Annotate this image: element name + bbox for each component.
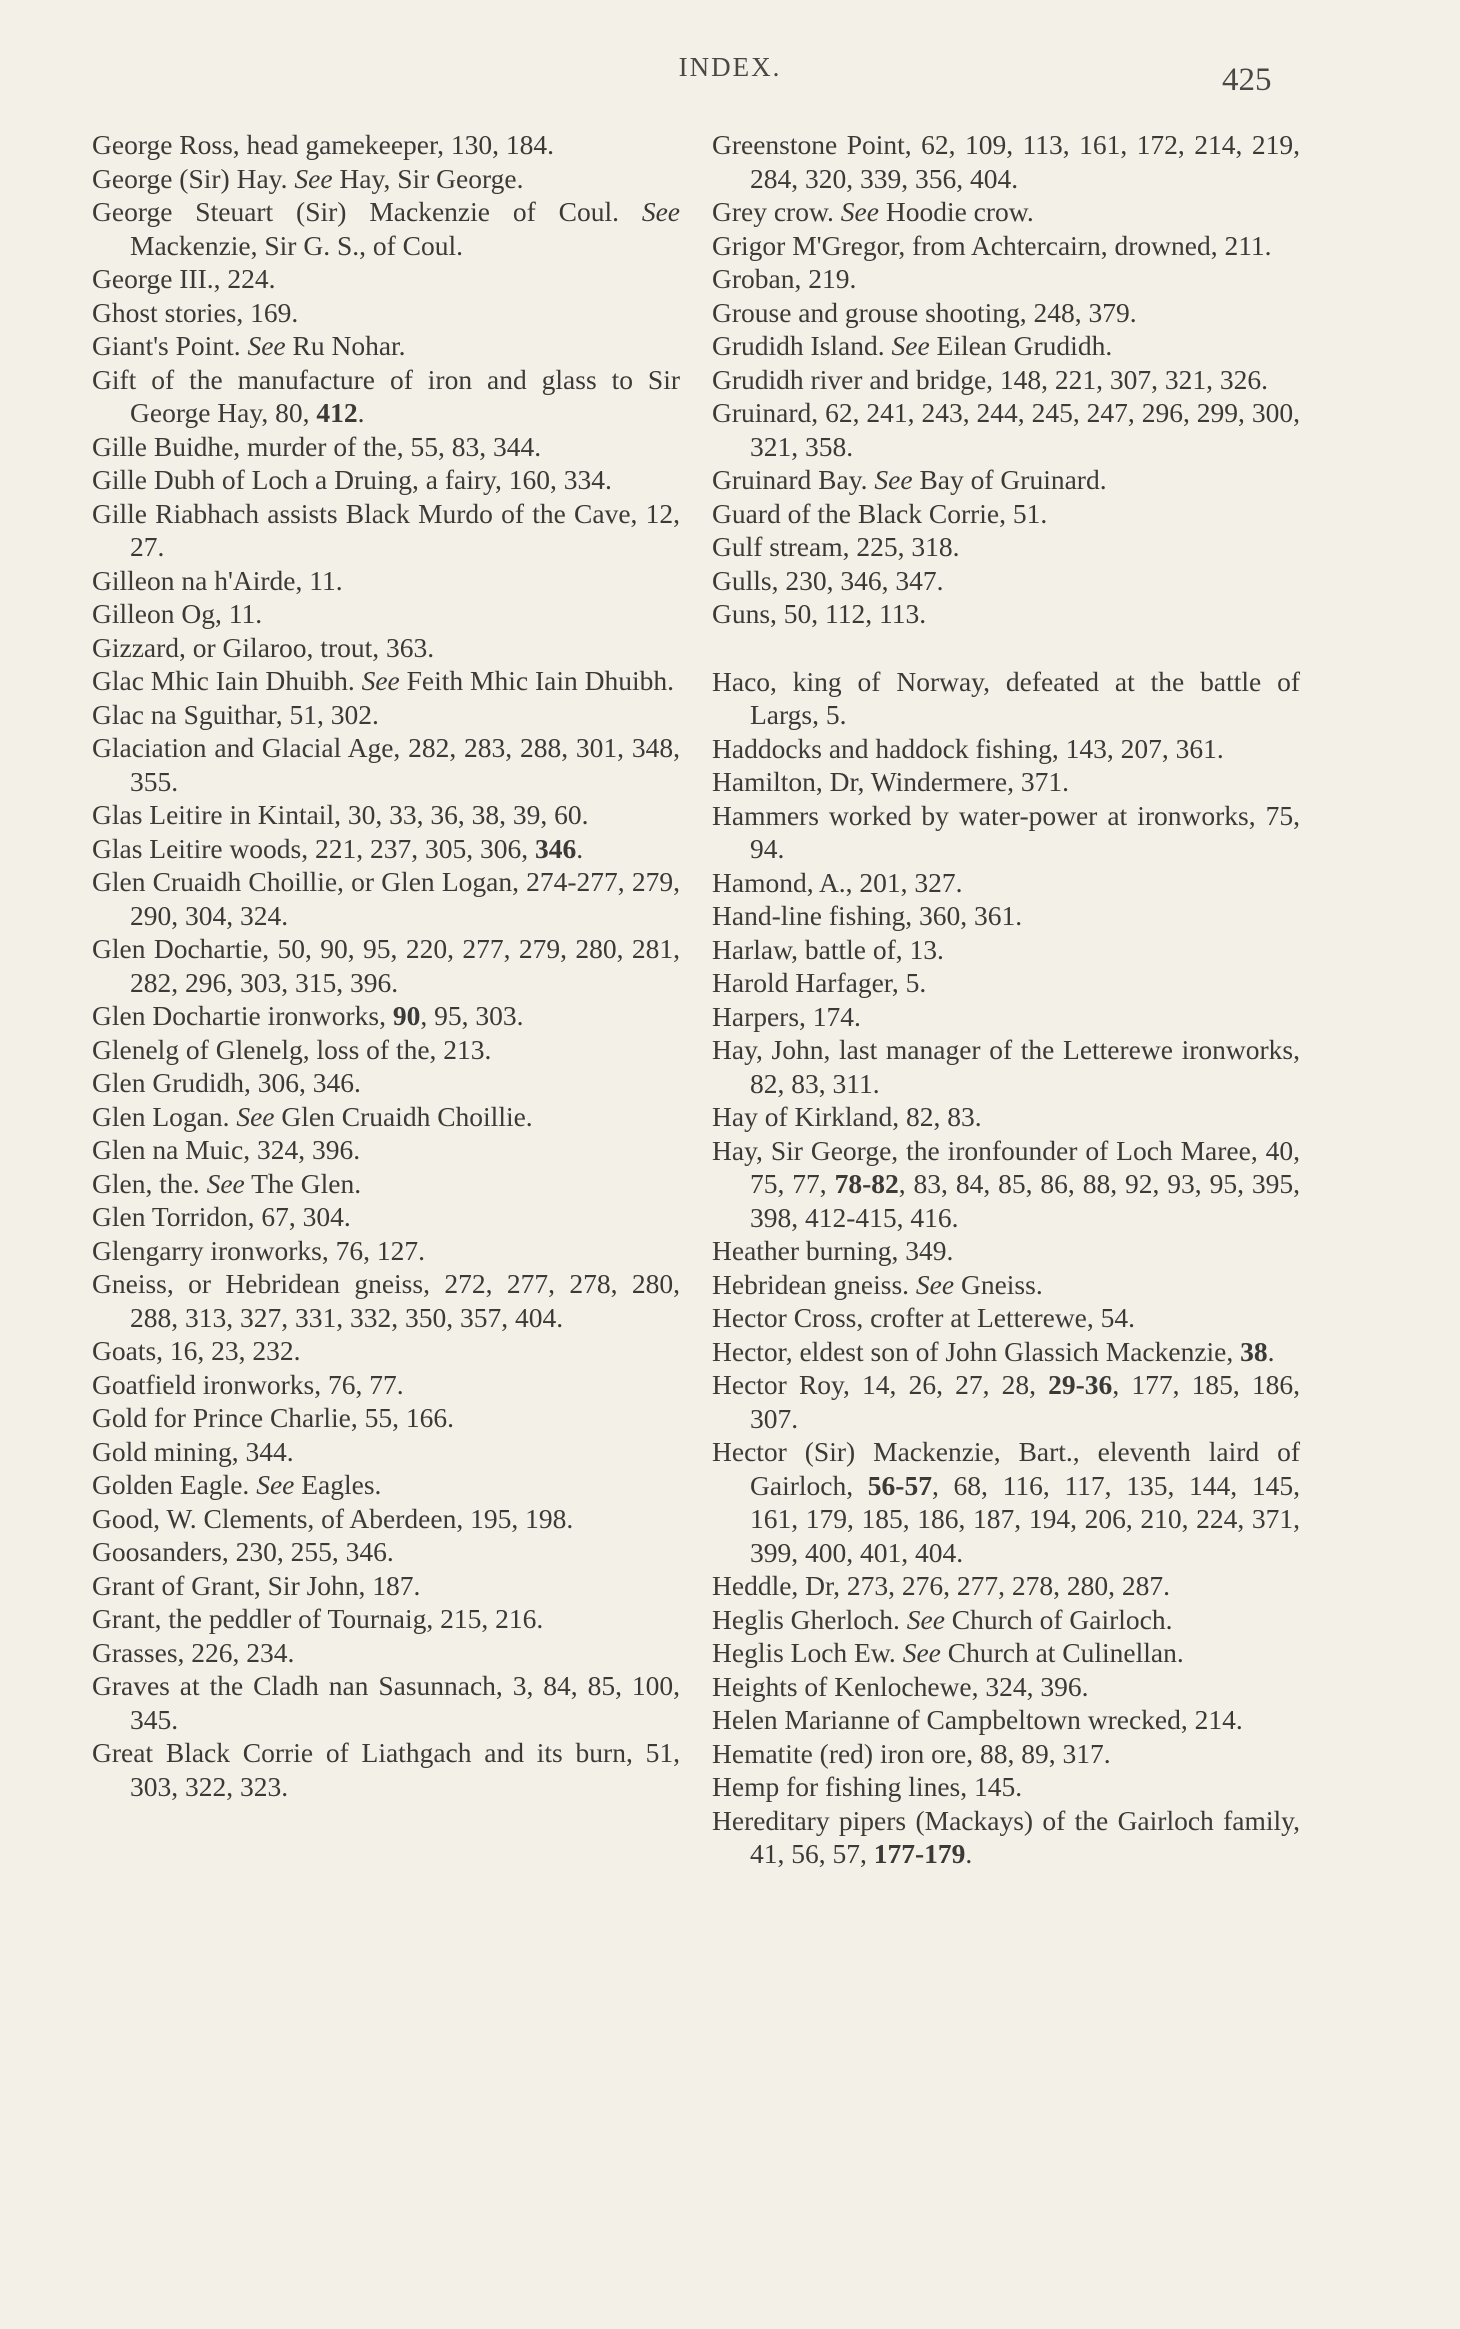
cross-reference-marker: See: [236, 1100, 275, 1132]
entry-text: Giant's Point.: [92, 330, 248, 361]
entry-text: Gilleon na h'Airde, 11.: [92, 564, 343, 596]
entry-text: Gille Dubh of Loch a Druing, a fairy, 160, 334.: [92, 464, 612, 495]
entry-text: Hector Cross, crofter at Letterewe, 54.: [712, 1302, 1136, 1333]
index-entry: [92, 1435, 680, 1469]
entry-text: Gille Buidhe, murder of the, 55, 83, 344.: [92, 430, 542, 462]
index-entry: [712, 597, 1300, 631]
entry-text: , 68, 116, 117, 135, 144, 145, 161, 179, 185, 186, 187, 194, 206, 210, 224, 371, 399, 400, 401, 404.: [750, 1469, 1300, 1568]
entry-text: Guard of the Black Corrie, 51.: [712, 497, 1048, 529]
entry-text: Gold for Prince Charlie, 55, 166.: [92, 1402, 455, 1433]
index-entry: [92, 1100, 680, 1134]
bold-page-ref: 78-82: [834, 1168, 899, 1199]
entry-text: Gruinard Bay.: [712, 464, 875, 495]
entry-text: Glas Leitire woods, 221, 237, 305, 306,: [92, 832, 536, 864]
index-entry: [712, 128, 1300, 195]
entry-text: Hay, Sir George, the ironfounder of Loch Maree, 40, 75, 77,: [712, 1134, 1300, 1199]
entry-text: Gilleon Og, 11.: [92, 598, 263, 629]
index-entry: [712, 732, 1300, 766]
entry-text: Goats, 16, 23, 232.: [92, 1335, 301, 1366]
entry-text: The Glen.: [244, 1167, 362, 1199]
entry-text: Glen Dochartie ironworks,: [92, 1000, 393, 1031]
entry-text: Glas Leitire in Kintail, 30, 33, 36, 38, 39, 60.: [92, 799, 589, 830]
bold-page-ref: 56-57: [867, 1469, 932, 1501]
entry-text: Hand-line fishing, 360, 361.: [712, 900, 1023, 931]
index-entry: [92, 832, 680, 866]
index-column-left: [92, 128, 680, 1803]
index-entry: [92, 731, 680, 798]
index-entry: [712, 1335, 1300, 1369]
bold-page-ref: 90: [392, 1000, 421, 1031]
index-entry: [712, 1000, 1300, 1034]
entry-text: George III., 224.: [92, 263, 276, 294]
entry-text: Gulls, 230, 346, 347.: [712, 564, 944, 596]
index-entry: [712, 1301, 1300, 1335]
entry-text: Ru Nohar.: [285, 330, 406, 361]
page-number: 425: [1222, 62, 1272, 98]
entry-text: Hematite (red) iron ore, 88, 89, 317.: [712, 1737, 1111, 1769]
entry-text: Hammers worked by water-power at ironworks, 75, 94.: [712, 799, 1300, 864]
entry-text: Bay of Gruinard.: [912, 464, 1107, 495]
index-entry: [92, 798, 680, 832]
index-entry: [92, 463, 680, 497]
index-entry: [92, 497, 680, 564]
bold-page-ref: 38: [1240, 1335, 1268, 1367]
entry-text: Grudidh river and bridge, 148, 221, 307, 321, 326.: [712, 363, 1269, 395]
cross-reference-marker: See: [902, 1637, 941, 1668]
entry-text: George (Sir) Hay.: [92, 162, 295, 194]
entry-text: Hamilton, Dr, Windermere, 371.: [712, 766, 1069, 797]
index-entry: [92, 195, 680, 262]
cross-reference-marker: See: [891, 330, 930, 361]
index-entry: [92, 329, 680, 363]
cross-reference-marker: See: [915, 1268, 955, 1300]
index-entry: [92, 1669, 680, 1736]
entry-text: Gille Riabhach assists Black Murdo of the Cave, 12, 27.: [92, 497, 680, 562]
entry-text: Heights of Kenlochewe, 324, 396.: [712, 1670, 1089, 1702]
entry-text: , 83, 84, 85, 86, 88, 92, 93, 95, 395, 398, 412-415, 416.: [750, 1168, 1301, 1233]
index-entry: [712, 497, 1300, 531]
index-entry: [712, 262, 1300, 296]
index-entry: [92, 1368, 680, 1402]
index-entry: [712, 564, 1300, 598]
index-entry: [712, 1737, 1300, 1771]
index-entry: [712, 1268, 1300, 1302]
cross-reference-marker: See: [256, 1469, 295, 1500]
entry-text: .: [1267, 1335, 1275, 1367]
cross-reference-marker: See: [361, 665, 400, 696]
index-entry: [92, 1569, 680, 1603]
entry-text: Glen, the.: [92, 1167, 207, 1199]
index-entry: [92, 1066, 680, 1100]
bold-page-ref: 29-36: [1048, 1369, 1113, 1400]
entry-text: Grey crow.: [712, 196, 841, 227]
index-entry: [92, 1401, 680, 1435]
index-entry: [92, 564, 680, 598]
entry-text: Glen Grudidh, 306, 346.: [92, 1067, 361, 1098]
index-entry: [92, 1133, 680, 1167]
entry-text: Glen Cruaidh Choillie.: [274, 1100, 533, 1132]
index-entry: [712, 296, 1300, 330]
entry-text: Haddocks and haddock fishing, 143, 207, 361.: [712, 732, 1224, 764]
entry-text: Glen Dochartie, 50, 90, 95, 220, 277, 279, 280, 281, 282, 296, 303, 315, 396.: [92, 933, 680, 998]
entry-text: Glen Logan.: [92, 1100, 237, 1132]
entry-text: Glen Cruaidh Choillie, or Glen Logan, 274-277, 279, 290, 304, 324.: [92, 866, 680, 931]
entry-text: Hemp for fishing lines, 145.: [712, 1771, 1023, 1802]
index-entry: [712, 1569, 1300, 1603]
entry-text: Glac Mhic Iain Dhuibh.: [92, 665, 362, 696]
index-entry: [712, 1670, 1300, 1704]
entry-text: Good, W. Clements, of Aberdeen, 195, 198.: [92, 1502, 574, 1534]
entry-text: Hay of Kirkland, 82, 83.: [712, 1101, 982, 1132]
index-entry: [712, 765, 1300, 799]
index-entry: [712, 463, 1300, 497]
index-entry: [712, 1636, 1300, 1670]
entry-text: Glenelg of Glenelg, loss of the, 213.: [92, 1033, 492, 1065]
entry-text: Grant, the peddler of Tournaig, 215, 216.: [92, 1603, 544, 1634]
entry-text: Grasses, 226, 234.: [92, 1636, 295, 1668]
index-entry: [92, 430, 680, 464]
index-entry: [712, 396, 1300, 463]
entry-text: .: [965, 1838, 973, 1869]
index-entry: [92, 1167, 680, 1201]
index-entry: [92, 1736, 680, 1803]
index-entry: [92, 999, 680, 1033]
entry-text: Hoodie crow.: [878, 196, 1034, 227]
index-entry: [92, 1535, 680, 1569]
index-entry: [712, 363, 1300, 397]
index-entry: [712, 1703, 1300, 1737]
index-entry: [92, 1200, 680, 1234]
entry-text: Golden Eagle.: [92, 1469, 257, 1500]
entry-text: Eagles.: [294, 1469, 382, 1500]
entry-text: Hebridean gneiss.: [712, 1268, 916, 1300]
entry-text: Hector, eldest son of John Glassich Mackenzie,: [712, 1335, 1241, 1367]
entry-text: Glen Torridon, 67, 304.: [92, 1201, 351, 1232]
entry-text: Harlaw, battle of, 13.: [712, 933, 944, 965]
index-entry: [712, 899, 1300, 933]
entry-text: Glac na Sguithar, 51, 302.: [92, 698, 379, 730]
cross-reference-marker: See: [641, 196, 680, 227]
index-entry: [712, 530, 1300, 564]
index-entry: [712, 665, 1300, 732]
entry-text: Gulf stream, 225, 318.: [712, 531, 960, 562]
bold-page-ref: 346: [535, 832, 577, 864]
index-entry: [92, 1602, 680, 1636]
index-entry: [712, 799, 1300, 866]
cross-reference-marker: See: [840, 196, 879, 227]
entry-text: Goosanders, 230, 255, 346.: [92, 1536, 394, 1567]
index-entry: [92, 296, 680, 330]
index-entry: [92, 1502, 680, 1536]
entry-text: .: [357, 397, 365, 428]
index-entry: [92, 631, 680, 665]
bold-page-ref: 177-179: [873, 1838, 966, 1869]
index-entry: [712, 1603, 1300, 1637]
index-entry: [92, 698, 680, 732]
index-entry: [92, 1636, 680, 1670]
entry-text: Hereditary pipers (Mackays) of the Gairloch family, 41, 56, 57,: [712, 1804, 1300, 1869]
cross-reference-marker: See: [906, 1603, 945, 1635]
entry-text: Helen Marianne of Campbeltown wrecked, 214.: [712, 1704, 1243, 1735]
index-entry: [92, 363, 680, 430]
entry-text: Heglis Loch Ew.: [712, 1637, 903, 1668]
index-entry: [92, 1468, 680, 1502]
index-entry: [712, 933, 1300, 967]
entry-text: Heglis Gherloch.: [712, 1603, 907, 1635]
index-entry: [92, 1234, 680, 1268]
entry-text: Church of Gairloch.: [944, 1603, 1173, 1635]
entry-text: Haco, king of Norway, defeated at the battle of Largs, 5.: [712, 665, 1300, 730]
entry-text: Goatfield ironworks, 76, 77.: [92, 1368, 404, 1400]
entry-text: Gizzard, or Gilaroo, trout, 363.: [92, 631, 435, 663]
cross-reference-marker: See: [874, 464, 913, 495]
entry-text: Glaciation and Glacial Age, 282, 283, 288, 301, 348, 355.: [92, 732, 680, 797]
entry-text: George Steuart (Sir) Mackenzie of Coul.: [92, 196, 642, 227]
entry-text: Grouse and grouse shooting, 248, 379.: [712, 296, 1137, 328]
index-entry: [712, 229, 1300, 263]
index-entry: [92, 128, 680, 162]
entry-text: Harpers, 174.: [712, 1000, 861, 1032]
entry-text: Feith Mhic Iain Dhuibh.: [399, 665, 674, 696]
index-entry: [92, 664, 680, 698]
index-entry: [712, 1435, 1300, 1569]
entry-text: Glengarry ironworks, 76, 127.: [92, 1234, 425, 1266]
index-entry: [92, 597, 680, 631]
entry-text: Groban, 219.: [712, 263, 857, 294]
entry-text: Hector Roy, 14, 26, 27, 28,: [712, 1369, 1049, 1400]
entry-text: Gneiss.: [954, 1268, 1043, 1300]
index-entry: [92, 262, 680, 296]
index-entry: [712, 1804, 1300, 1871]
index-entry: [712, 195, 1300, 229]
index-entry: [712, 966, 1300, 1000]
entry-text: Great Black Corrie of Liathgach and its burn, 51, 303, 322, 323.: [92, 1737, 680, 1802]
entry-text: , 95, 303.: [420, 1000, 524, 1031]
entry-text: Hay, John, last manager of the Letterewe ironworks, 82, 83, 311.: [712, 1034, 1300, 1099]
index-entry: [92, 932, 680, 999]
entry-text: Heather burning, 349.: [712, 1235, 954, 1266]
entry-text: , 177, 185, 186, 307.: [750, 1369, 1301, 1434]
index-column-right: [712, 128, 1300, 1871]
index-entry: [92, 865, 680, 932]
entry-text: Graves at the Cladh nan Sasunnach, 3, 84, 85, 100, 345.: [92, 1670, 680, 1735]
entry-text: Grant of Grant, Sir John, 187.: [92, 1569, 421, 1601]
index-entry: [712, 1770, 1300, 1804]
entry-text: Grigor M'Gregor, from Achtercairn, drowned, 211.: [712, 229, 1272, 261]
cross-reference-marker: See: [294, 162, 333, 194]
entry-text: Church at Culinellan.: [940, 1637, 1184, 1668]
entry-text: Grudidh Island.: [712, 330, 892, 361]
index-entry: [712, 866, 1300, 900]
index-entry: [712, 1134, 1300, 1235]
index-entry: [712, 1033, 1300, 1100]
entry-text: Greenstone Point, 62, 109, 113, 161, 172, 214, 219, 284, 320, 339, 356, 404.: [712, 129, 1300, 194]
index-entry: [92, 1334, 680, 1368]
cross-reference-marker: See: [206, 1167, 245, 1199]
entry-text: Eilean Grudidh.: [929, 330, 1113, 361]
index-entry: [92, 1267, 680, 1334]
entry-text: Gold mining, 344.: [92, 1435, 294, 1467]
entry-text: Hamond, A., 201, 327.: [712, 866, 963, 898]
entry-text: Glen na Muic, 324, 396.: [92, 1134, 361, 1165]
index-entry: [712, 1100, 1300, 1134]
bold-page-ref: 412: [316, 397, 358, 428]
index-entry: [712, 1368, 1300, 1435]
entry-text: Mackenzie, Sir G. S., of Coul.: [130, 229, 464, 261]
entry-text: .: [576, 832, 584, 864]
index-entry: [712, 1234, 1300, 1268]
entry-text: Guns, 50, 112, 113.: [712, 598, 927, 629]
cross-reference-marker: See: [247, 330, 286, 361]
entry-text: Hay, Sir George.: [332, 162, 524, 194]
index-entry: [92, 162, 680, 196]
entry-text: Heddle, Dr, 273, 276, 277, 278, 280, 287.: [712, 1570, 1170, 1601]
entry-text: Harold Harfager, 5.: [712, 967, 927, 998]
entry-text: Gneiss, or Hebridean gneiss, 272, 277, 278, 280, 288, 313, 327, 331, 332, 350, 357, 404.: [92, 1268, 680, 1333]
entry-text: Hector (Sir) Mackenzie, Bart., eleventh laird of Gairloch,: [712, 1436, 1300, 1501]
entry-text: George Ross, head gamekeeper, 130, 184.: [92, 129, 554, 160]
index-entry: [92, 1033, 680, 1067]
entry-text: Ghost stories, 169.: [92, 296, 299, 328]
running-head: INDEX.: [678, 52, 782, 82]
entry-text: Gift of the manufacture of iron and glass to Sir George Hay, 80,: [92, 363, 680, 428]
index-entry: [712, 329, 1300, 363]
entry-text: Gruinard, 62, 241, 243, 244, 245, 247, 296, 299, 300, 321, 358.: [712, 397, 1300, 462]
